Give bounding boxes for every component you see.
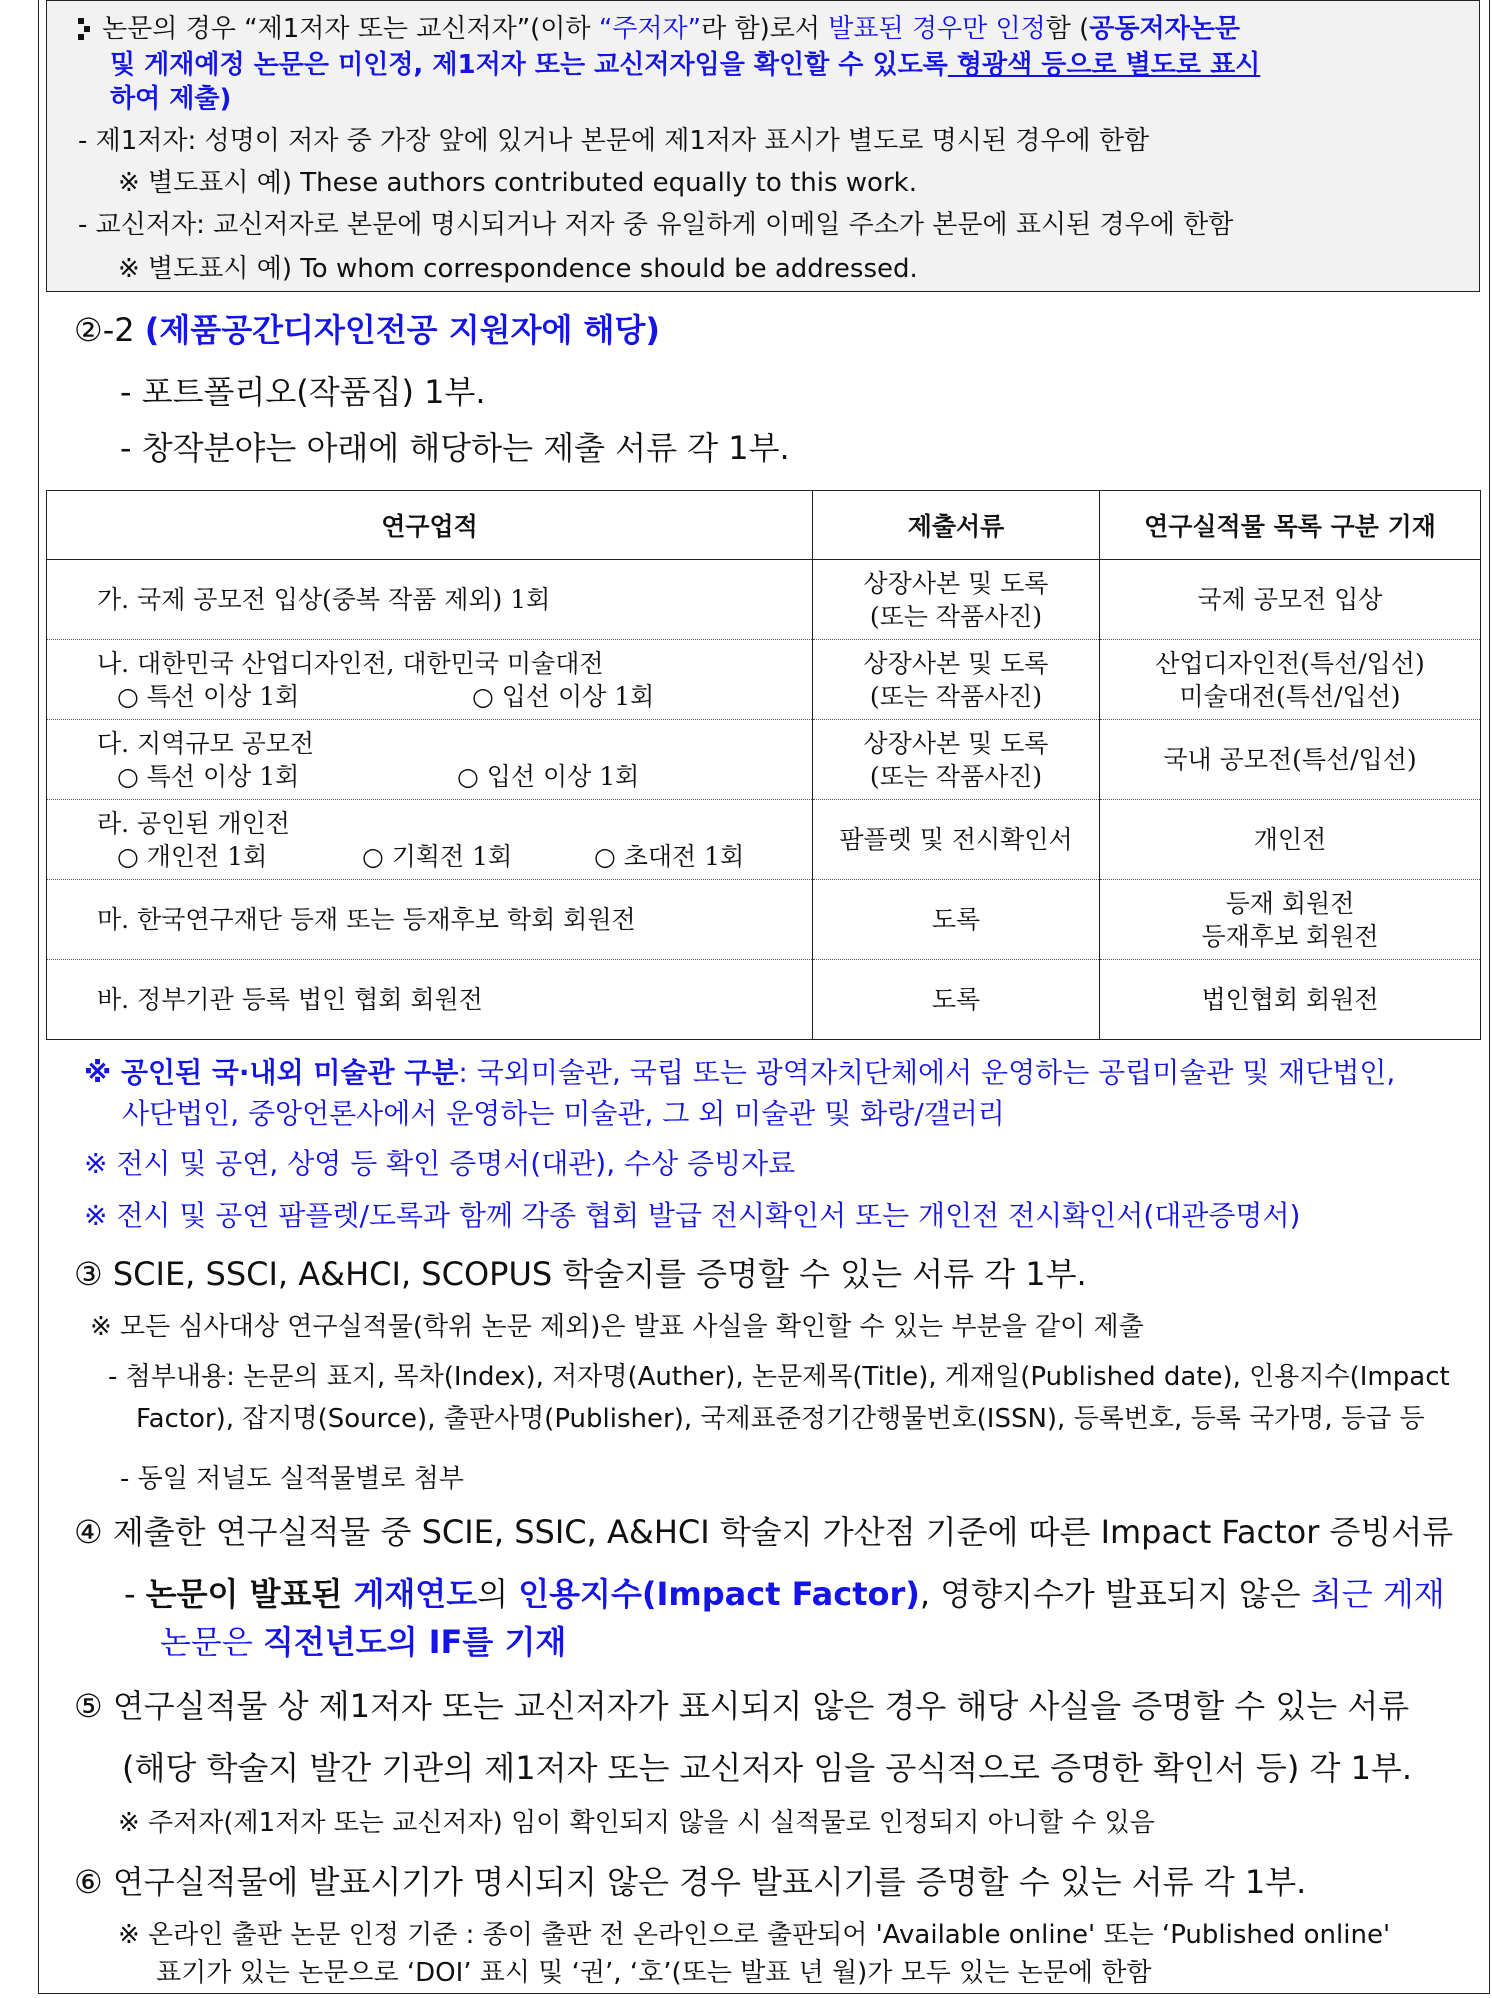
achievement-title: 다. 지역규모 공모전 — [97, 728, 315, 758]
museum-note-line2: 사단법인, 중앙언론사에서 운영하는 미술관, 그 외 미술관 및 화랑/갤러리 — [122, 1097, 1005, 1130]
category-cell: 법인협회 회원전 — [1100, 960, 1481, 1040]
attachment-contents-line2: Factor), 잡지명(Source), 출판사명(Publisher), 국제표준정기간행물번호(ISSN), 등록번호, 등록 국가명, 등급 등 — [136, 1404, 1425, 1434]
rule-recent: 최근 게재 — [1310, 1575, 1445, 1613]
exhibition-proof-note: ※ 전시 및 공연, 상영 등 확인 증명서(대관), 수상 증빙자료 — [84, 1147, 796, 1180]
option-item: ○ 초대전 1회 — [594, 841, 745, 871]
achievement-cell — [47, 720, 813, 800]
notice-text: 라 함)로서 — [701, 14, 829, 44]
documents-cell — [813, 640, 1100, 720]
documents-cell — [813, 560, 1100, 640]
research-achievement-table — [46, 490, 1481, 1040]
category-line: 산업디자인전(특선/입선) — [1155, 648, 1425, 678]
square-bullet-icon — [78, 18, 92, 40]
documents-line: 상장사본 및 도록 — [863, 728, 1049, 758]
table-row — [47, 720, 1481, 800]
notice-coauthor: 공동저자논문 — [1089, 14, 1240, 44]
notice-text: 함 ( — [1045, 14, 1090, 44]
impact-factor-rule-line2 — [160, 1622, 566, 1662]
notice-main-author: “주저자” — [598, 14, 702, 44]
museum-note — [84, 1055, 1395, 1091]
documents-line: (또는 작품사진) — [869, 761, 1043, 791]
section-2-2-title: (제품공간디자인전공 지원자에 해당) — [144, 311, 660, 349]
achievement-cell: 바. 정부기관 등록 법인 협회 회원전 — [47, 960, 813, 1040]
category-cell — [1100, 640, 1481, 720]
museum-note-label: ※ 공인된 국·내외 미술관 구분 — [84, 1056, 459, 1089]
impact-factor-rule-line1 — [124, 1574, 1445, 1614]
section-5-line1: ⑤ 연구실적물 상 제1저자 또는 교신저자가 표시되지 않은 경우 해당 사실을 증명할 수 있는 서류 — [74, 1687, 1410, 1725]
category-cell — [1100, 880, 1481, 960]
documents-line: 상장사본 및 도록 — [863, 648, 1049, 678]
header-category: 연구실적물 목록 구분 기재 — [1100, 491, 1481, 560]
section-3-title: ③ SCIE, SSCI, A&HCI, SCOPUS 학술지를 증명할 수 있는 서류 각 1부. — [74, 1255, 1087, 1293]
table-header-row — [47, 491, 1481, 560]
documents-cell: 도록 — [813, 880, 1100, 960]
rule-text: 논문이 발표된 — [145, 1575, 354, 1613]
category-line: 미술대전(특선/입선) — [1179, 681, 1401, 711]
section-5-note: ※ 주저자(제1저자 또는 교신저자) 임이 확인되지 않을 시 실적물로 인정되지 아니할 수 있음 — [118, 1808, 1155, 1838]
pamphlet-note: ※ 전시 및 공연 팜플렛/도록과 함께 각종 협회 발급 전시확인서 또는 개인전 전시확인서(대관증명서) — [84, 1199, 1301, 1232]
notice-line-2 — [110, 48, 1260, 82]
documents-cell: 팜플렛 및 전시확인서 — [813, 800, 1100, 880]
achievement-cell: 가. 국제 공모전 입상(중복 작품 제외) 1회 — [47, 560, 813, 640]
first-author-example: ※ 별도표시 예) These authors contributed equally to this work. — [118, 168, 917, 198]
header-achievement: 연구업적 — [47, 491, 813, 560]
rule-text: , 영향지수가 발표되지 않은 — [919, 1575, 1311, 1613]
notice-line-1 — [78, 12, 1240, 46]
achievement-cell: 마. 한국연구재단 등재 또는 등재후보 학회 회원전 — [47, 880, 813, 960]
section-3-note: ※ 모든 심사대상 연구실적물(학위 논문 제외)은 발표 사실을 확인할 수 있는 부분을 같이 제출 — [90, 1312, 1144, 1342]
online-publication-note-line1: ※ 온라인 출판 논문 인정 기준 : 종이 출판 전 온라인으로 출판되어 'Available online' 또는 ‘Published online' — [118, 1920, 1391, 1950]
museum-note-text: : 국외미술관, 국립 또는 광역자치단체에서 운영하는 공립미술관 및 재단법인, — [458, 1056, 1396, 1089]
achievement-cell — [47, 640, 813, 720]
section-2-2-number: ②-2 — [74, 311, 135, 349]
option-item: ○ 특선 이상 1회 — [117, 681, 300, 711]
table-row — [47, 560, 1481, 640]
achievement-cell — [47, 800, 813, 880]
section-4-title: ④ 제출한 연구실적물 중 SCIE, SSIC, A&HCI 학술지 가산점 기준에 따른 Impact Factor 증빙서류 — [74, 1513, 1454, 1551]
first-author-rule: - 제1저자: 성명이 저자 중 가장 앞에 있거나 본문에 제1저자 표시가 별도로 명시된 경우에 한함 — [78, 126, 1150, 156]
award-options — [97, 680, 812, 713]
documents-line: (또는 작품사진) — [869, 601, 1043, 631]
corresponding-author-rule: - 교신저자: 교신저자로 본문에 명시되거나 저자 중 유일하게 이메일 주소가 본문에 표시된 경우에 한함 — [78, 210, 1234, 240]
section-6-title: ⑥ 연구실적물에 발표시기가 명시되지 않은 경우 발표시기를 증명할 수 있는 서류 각 1부. — [74, 1863, 1307, 1901]
option-item: ○ 입선 이상 1회 — [457, 761, 640, 791]
same-journal-note: - 동일 저널도 실적물별로 첨부 — [120, 1464, 464, 1494]
category-line: 등재 회원전 — [1225, 888, 1355, 918]
notice-not-accepted: 및 게재예정 논문은 미인정, 제1저자 또는 교신저자임을 확인할 수 있도록 — [110, 50, 948, 80]
corresponding-author-example: ※ 별도표시 예) To whom correspondence should be addressed. — [118, 254, 918, 284]
category-cell: 국내 공모전(특선/입선) — [1100, 720, 1481, 800]
section-5-line2: (해당 학술지 발간 기관의 제1저자 또는 교신저자 임을 공식적으로 증명한 확인서 등) 각 1부. — [122, 1749, 1413, 1787]
online-publication-note-line2: 표기가 있는 논문으로 ‘DOI’ 표시 및 ‘권’, ‘호’(또는 발표 년 월)가 모두 있는 논문에 한함 — [156, 1958, 1152, 1988]
rule-year: 게재연도 — [353, 1575, 478, 1613]
documents-line: 상장사본 및 도록 — [863, 568, 1049, 598]
table-row — [47, 960, 1481, 1040]
option-item: ○ 기획전 1회 — [362, 841, 513, 871]
notice-text: 논문의 경우 “제1저자 또는 교신저자”(이하 — [102, 14, 599, 44]
award-options — [97, 840, 812, 873]
achievement-title: 라. 공인된 개인전 — [97, 808, 290, 838]
rule-text: 논문은 — [160, 1623, 263, 1661]
rule-previous-year: 직전년도의 IF를 기재 — [262, 1623, 567, 1661]
award-options — [97, 760, 812, 793]
category-line: 등재후보 회원전 — [1201, 921, 1379, 951]
option-item: ○ 입선 이상 1회 — [472, 681, 655, 711]
dash: - — [124, 1575, 146, 1613]
table-row — [47, 880, 1481, 960]
documents-cell — [813, 720, 1100, 800]
notice-highlight-mark: 형광색 등으로 별도로 표시 — [947, 50, 1261, 80]
header-documents: 제출서류 — [813, 491, 1100, 560]
creative-docs-item: - 창작분야는 아래에 해당하는 제출 서류 각 1부. — [120, 429, 790, 467]
documents-cell: 도록 — [813, 960, 1100, 1040]
rule-text: 의 — [477, 1575, 519, 1613]
table-row — [47, 800, 1481, 880]
notice-published-only: 발표된 경우만 인정 — [828, 14, 1046, 44]
category-cell: 국제 공모전 입상 — [1100, 560, 1481, 640]
achievement-title: 나. 대한민국 산업디자인전, 대한민국 미술대전 — [97, 648, 604, 678]
table-row — [47, 640, 1481, 720]
portfolio-item: - 포트폴리오(작품집) 1부. — [120, 373, 486, 411]
category-cell: 개인전 — [1100, 800, 1481, 880]
option-item: ○ 개인전 1회 — [117, 841, 268, 871]
documents-line: (또는 작품사진) — [869, 681, 1043, 711]
section-2-2-heading — [74, 310, 660, 350]
notice-line-3: 하여 제출) — [110, 84, 232, 114]
rule-impact-factor: 인용지수(Impact Factor) — [518, 1575, 920, 1613]
option-item: ○ 특선 이상 1회 — [117, 761, 300, 791]
attachment-contents-line1: - 첨부내용: 논문의 표지, 목차(Index), 저자명(Auther), 논문제목(Title), 게재일(Published date), 인용지수(Impact — [108, 1362, 1450, 1392]
